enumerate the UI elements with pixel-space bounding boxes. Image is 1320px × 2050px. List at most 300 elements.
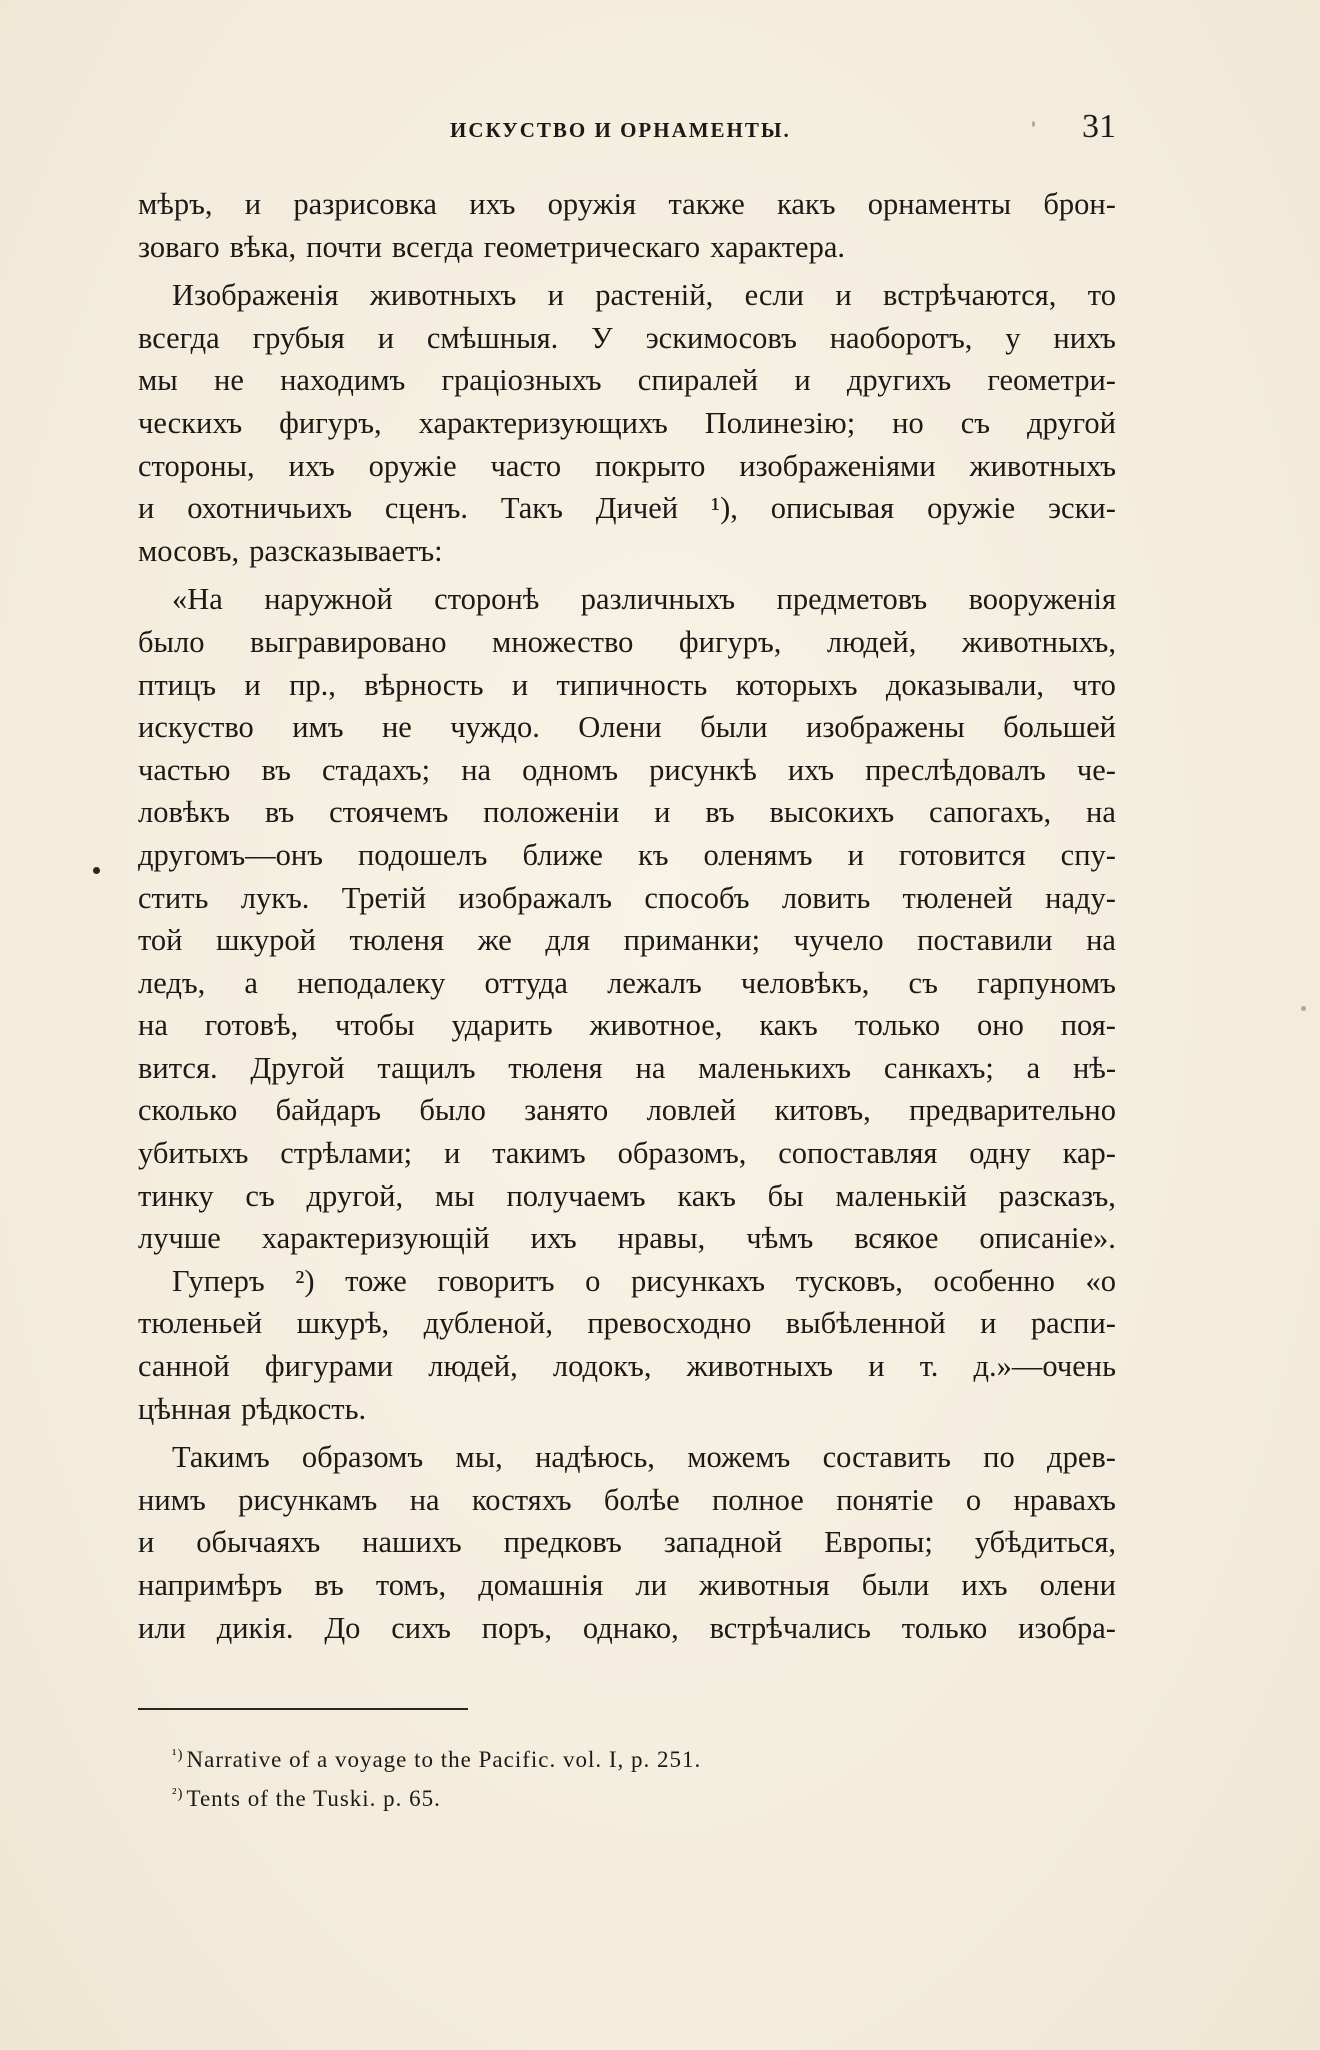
word: выгравировано bbox=[249, 624, 447, 659]
word: были bbox=[700, 710, 768, 745]
word: доказывали, bbox=[885, 667, 1045, 702]
word: описывая bbox=[770, 491, 895, 526]
word: Другой bbox=[250, 1050, 345, 1085]
word: было bbox=[419, 1093, 486, 1128]
text-line bbox=[138, 530, 1116, 573]
word: стадахъ; bbox=[321, 752, 431, 787]
word: ихъ bbox=[469, 187, 516, 221]
word: распи- bbox=[1030, 1306, 1116, 1341]
word: ли bbox=[635, 1568, 667, 1602]
word: ихъ bbox=[288, 448, 335, 483]
word: получаемъ bbox=[506, 1178, 646, 1213]
text-line bbox=[138, 919, 1116, 962]
word: ческихъ bbox=[138, 405, 243, 440]
word: разсказываетъ: bbox=[249, 533, 443, 568]
text-line bbox=[138, 1436, 1116, 1479]
word: сценъ. bbox=[384, 491, 469, 526]
word: различныхъ bbox=[580, 582, 736, 617]
word: западной bbox=[663, 1525, 783, 1560]
word: и bbox=[654, 795, 671, 830]
word: нравахъ bbox=[1013, 1482, 1116, 1517]
word: эскимосовъ bbox=[645, 320, 797, 355]
word: ихъ bbox=[530, 1221, 577, 1256]
word: и bbox=[138, 1525, 155, 1560]
text-line bbox=[138, 1388, 1116, 1431]
word: животныхъ bbox=[686, 1349, 834, 1384]
running-head: ИСКУСТВО И ОРНАМЕНТЫ. bbox=[450, 118, 791, 142]
word: фигурами bbox=[264, 1349, 394, 1384]
word: и bbox=[980, 1306, 997, 1341]
word: тоже bbox=[345, 1263, 407, 1298]
word: Европы; bbox=[824, 1525, 933, 1560]
word: чѣмъ bbox=[746, 1221, 814, 1256]
word: ихъ bbox=[787, 752, 835, 787]
word: тюленьей bbox=[138, 1306, 263, 1341]
word: другомъ—онъ bbox=[138, 837, 323, 872]
word: оружіе bbox=[927, 491, 1016, 526]
word: а bbox=[1026, 1050, 1041, 1085]
word: и bbox=[138, 491, 155, 526]
word: положеніи bbox=[483, 795, 620, 830]
word: способъ bbox=[644, 880, 750, 915]
text-line bbox=[138, 1047, 1116, 1090]
word: животныхъ bbox=[369, 278, 517, 313]
word: чучело bbox=[793, 923, 884, 958]
word: какъ bbox=[759, 1008, 818, 1043]
word: тусковъ, bbox=[795, 1263, 903, 1298]
word: не bbox=[214, 363, 244, 398]
word: олени bbox=[1039, 1568, 1116, 1602]
word: бы bbox=[767, 1178, 804, 1213]
word: спу- bbox=[1060, 837, 1116, 872]
word: о bbox=[965, 1482, 982, 1517]
word: шкурой bbox=[216, 923, 316, 958]
word: д.»—очень bbox=[973, 1349, 1116, 1384]
word: санкахъ; bbox=[883, 1050, 994, 1085]
word: пр., bbox=[289, 667, 336, 702]
body-text bbox=[138, 183, 1116, 1649]
word: маленькій bbox=[835, 1178, 967, 1213]
word: понятіе bbox=[836, 1482, 934, 1517]
word: Третій bbox=[341, 880, 427, 915]
word: множество bbox=[492, 624, 634, 659]
word: превосходно bbox=[587, 1306, 752, 1341]
word: или bbox=[138, 1610, 186, 1645]
word: ¹), bbox=[710, 491, 738, 526]
word: рисункамъ bbox=[238, 1482, 378, 1517]
word: всегда bbox=[391, 229, 474, 264]
word: нравы, bbox=[617, 1221, 706, 1256]
word: и bbox=[377, 320, 395, 355]
word: надѣюсь, bbox=[535, 1440, 655, 1475]
word: ловить bbox=[781, 880, 871, 915]
word: китовъ, bbox=[774, 1093, 871, 1128]
word: изображеніями bbox=[739, 448, 936, 483]
word: чтобы bbox=[335, 1008, 415, 1043]
word: по bbox=[983, 1440, 1015, 1475]
word: рѣдкость. bbox=[241, 1391, 367, 1426]
footnote-mark: ¹) bbox=[172, 1747, 184, 1763]
word: такимъ bbox=[492, 1136, 586, 1171]
word: лодокъ, bbox=[552, 1349, 652, 1384]
word: брон- bbox=[1043, 187, 1116, 221]
text-line bbox=[138, 1260, 1116, 1303]
word: нѣ- bbox=[1072, 1050, 1116, 1085]
word: описаніе». bbox=[979, 1221, 1116, 1256]
text-line bbox=[138, 402, 1116, 445]
text-line bbox=[138, 1521, 1116, 1564]
text-line bbox=[138, 1479, 1116, 1522]
word: на bbox=[635, 1050, 666, 1085]
word: можемъ bbox=[687, 1440, 791, 1475]
word: чуждо. bbox=[450, 710, 540, 745]
word: говоритъ bbox=[437, 1263, 555, 1298]
text-line bbox=[138, 1217, 1116, 1260]
word: что bbox=[1072, 667, 1116, 702]
word: оно bbox=[977, 1008, 1024, 1043]
word: древ- bbox=[1047, 1440, 1116, 1475]
word: съ bbox=[908, 965, 938, 1000]
text-line bbox=[138, 487, 1116, 530]
text-line bbox=[138, 317, 1116, 360]
word: изображалъ bbox=[458, 880, 613, 915]
text-line bbox=[138, 1302, 1116, 1345]
word: характеризующій bbox=[261, 1221, 490, 1256]
word: для bbox=[545, 923, 591, 958]
word: тюленя bbox=[349, 923, 445, 958]
word: тюленей bbox=[902, 880, 1013, 915]
text-line bbox=[138, 706, 1116, 749]
word: какъ bbox=[677, 1178, 736, 1213]
word: «На bbox=[172, 582, 223, 617]
word: ловлей bbox=[646, 1093, 737, 1128]
word: готовится bbox=[898, 837, 1026, 872]
footnote-rule bbox=[138, 1708, 468, 1710]
word: встрѣчались bbox=[709, 1610, 871, 1645]
text-line bbox=[138, 1004, 1116, 1047]
word: на bbox=[1086, 923, 1116, 958]
word: мѣръ, bbox=[138, 187, 213, 221]
word: въ bbox=[264, 795, 295, 830]
word: и bbox=[794, 363, 811, 398]
word: фигуръ, bbox=[279, 405, 382, 440]
word: на bbox=[138, 1008, 168, 1043]
word: на bbox=[1086, 795, 1116, 830]
word: томъ, bbox=[375, 1568, 447, 1602]
word: съ bbox=[960, 405, 990, 440]
word: встрѣчаются, bbox=[882, 278, 1057, 313]
word: фигуръ, bbox=[678, 624, 782, 659]
word: вооруженія bbox=[968, 582, 1116, 617]
word: тинку bbox=[138, 1178, 214, 1213]
text-line bbox=[138, 621, 1116, 664]
word: въ bbox=[261, 752, 291, 787]
word: сопоставляя bbox=[778, 1136, 938, 1171]
word: частью bbox=[138, 752, 231, 787]
word: сторонѣ bbox=[434, 582, 540, 617]
word: поставили bbox=[917, 923, 1053, 958]
word: только bbox=[901, 1610, 988, 1645]
word: санной bbox=[138, 1349, 230, 1384]
word: сихъ bbox=[391, 1610, 451, 1645]
word: какъ bbox=[777, 187, 836, 221]
word: не bbox=[381, 710, 412, 745]
word: животныхъ bbox=[969, 448, 1116, 483]
text-line bbox=[138, 1175, 1116, 1218]
text-line bbox=[138, 749, 1116, 792]
word: т. bbox=[919, 1349, 939, 1384]
word: сколько bbox=[138, 1093, 238, 1128]
footnote-text: Tents of the Tuski. p. 65. bbox=[186, 1786, 441, 1811]
word: другой, bbox=[306, 1178, 404, 1213]
text-line bbox=[138, 834, 1116, 877]
word: которыхъ bbox=[735, 667, 858, 702]
word: характера. bbox=[710, 229, 846, 264]
word: нимъ bbox=[138, 1482, 206, 1517]
word: оттуда bbox=[484, 965, 568, 1000]
text-line bbox=[138, 962, 1116, 1005]
word: людей, bbox=[826, 624, 917, 659]
word: лежалъ bbox=[607, 965, 702, 1000]
word: предварительно bbox=[909, 1093, 1116, 1128]
word: той bbox=[138, 923, 183, 958]
word: было bbox=[138, 624, 205, 659]
margin-mark bbox=[93, 867, 100, 874]
word: Такъ bbox=[500, 491, 563, 526]
word: рисункѣ bbox=[649, 752, 757, 787]
word: спиралей bbox=[637, 363, 759, 398]
word: вѣка, bbox=[229, 229, 297, 264]
word: ближе bbox=[522, 837, 603, 872]
word: обычаяхъ bbox=[196, 1525, 321, 1560]
word: оленямъ bbox=[703, 837, 813, 872]
word: дубленой, bbox=[423, 1306, 553, 1341]
word: ловѣкъ bbox=[138, 795, 231, 830]
word: вится. bbox=[138, 1050, 218, 1085]
word: дикія. bbox=[216, 1610, 294, 1645]
word: граціозныхъ bbox=[441, 363, 602, 398]
word: неподалеку bbox=[297, 965, 446, 1000]
word: приманки; bbox=[623, 923, 761, 958]
word: У bbox=[591, 320, 613, 355]
text-line bbox=[138, 791, 1116, 834]
word: шкурѣ, bbox=[296, 1306, 390, 1341]
word: рисункахъ bbox=[630, 1263, 766, 1298]
word: у bbox=[1005, 320, 1021, 355]
word: оружіе bbox=[368, 448, 457, 483]
word: подошелъ bbox=[357, 837, 488, 872]
word: и bbox=[835, 278, 852, 313]
word: и bbox=[547, 278, 564, 313]
word: часто bbox=[490, 448, 562, 483]
word: орнаменты bbox=[867, 187, 1012, 221]
word: цѣнная bbox=[138, 1391, 232, 1426]
text-line bbox=[138, 578, 1116, 621]
word: покрыто bbox=[595, 448, 706, 483]
word: готовѣ, bbox=[204, 1008, 299, 1043]
word: предметовъ bbox=[776, 582, 928, 617]
word: къ bbox=[637, 837, 669, 872]
word: грубыя bbox=[252, 320, 345, 355]
word: человѣкъ, bbox=[740, 965, 870, 1000]
word: птицъ bbox=[138, 667, 217, 702]
word: на bbox=[409, 1482, 440, 1517]
word: Такимъ bbox=[172, 1440, 270, 1475]
word: убѣдиться, bbox=[974, 1525, 1116, 1560]
text-line bbox=[138, 274, 1116, 317]
word: мы, bbox=[455, 1440, 503, 1475]
word: если bbox=[744, 278, 804, 313]
word: байдаръ bbox=[275, 1093, 382, 1128]
word: наду- bbox=[1045, 880, 1116, 915]
word: другихъ bbox=[846, 363, 952, 398]
text-line bbox=[138, 183, 1116, 226]
word: Изображенія bbox=[172, 278, 339, 313]
text-line bbox=[138, 1564, 1116, 1607]
footnote bbox=[172, 1777, 1072, 1816]
word: разрисовка bbox=[293, 187, 437, 221]
word: До bbox=[324, 1610, 361, 1645]
word: выбѣленной bbox=[785, 1306, 946, 1341]
word: особенно bbox=[933, 1263, 1055, 1298]
word: и bbox=[511, 667, 529, 702]
word: Олени bbox=[578, 710, 662, 745]
word: только bbox=[854, 1008, 941, 1043]
footnote-text: Narrative of a voyage to the Pacific. vol. I, p. 251. bbox=[186, 1747, 702, 1772]
word: образомъ bbox=[301, 1440, 424, 1475]
word: и bbox=[444, 1136, 461, 1171]
paper-speck bbox=[1032, 121, 1035, 127]
word: но bbox=[892, 405, 924, 440]
word: домашнія bbox=[478, 1568, 604, 1602]
word: поръ, bbox=[481, 1610, 552, 1645]
word: костяхъ bbox=[471, 1482, 572, 1517]
word: ударить bbox=[451, 1008, 553, 1043]
word: охотничьихъ bbox=[187, 491, 353, 526]
word: одномъ bbox=[522, 752, 619, 787]
word: геометри- bbox=[987, 363, 1116, 398]
word: Дичей bbox=[595, 491, 679, 526]
word: однако, bbox=[582, 1610, 679, 1645]
text-line bbox=[138, 664, 1116, 707]
word: а bbox=[244, 965, 258, 1000]
word: животныя bbox=[699, 1568, 830, 1602]
word: на bbox=[461, 752, 492, 787]
footnote bbox=[172, 1738, 1072, 1777]
word: наоборотъ, bbox=[829, 320, 973, 355]
page-header bbox=[138, 108, 1116, 152]
word: вѣрность bbox=[364, 667, 484, 702]
text-line bbox=[138, 1089, 1116, 1132]
word: нихъ bbox=[1053, 320, 1116, 355]
word: мосовъ, bbox=[138, 533, 240, 568]
word: о bbox=[585, 1263, 601, 1298]
word: животное, bbox=[589, 1008, 723, 1043]
word: лукъ. bbox=[240, 880, 310, 915]
word: разсказъ, bbox=[998, 1178, 1116, 1213]
word: поя- bbox=[1060, 1008, 1116, 1043]
word: ледъ, bbox=[138, 965, 206, 1000]
word: находимъ bbox=[280, 363, 406, 398]
word: предковъ bbox=[503, 1525, 622, 1560]
word: искуство bbox=[138, 710, 254, 745]
word: образомъ, bbox=[617, 1136, 747, 1171]
word: маленькихъ bbox=[698, 1050, 852, 1085]
word: въ bbox=[705, 795, 735, 830]
word: ²) bbox=[295, 1263, 315, 1298]
word: тюленя bbox=[508, 1050, 603, 1085]
word: людей, bbox=[428, 1349, 518, 1384]
word: одну bbox=[969, 1136, 1031, 1171]
word: съ bbox=[245, 1178, 275, 1213]
word: мы bbox=[434, 1178, 475, 1213]
word: всякое bbox=[854, 1221, 939, 1256]
word: всегда bbox=[138, 320, 220, 355]
word: стоячемъ bbox=[329, 795, 449, 830]
word: мы bbox=[138, 363, 178, 398]
word: то bbox=[1087, 278, 1116, 313]
word: напримѣръ bbox=[138, 1568, 283, 1602]
word: другой bbox=[1026, 405, 1116, 440]
word: наружной bbox=[264, 582, 393, 617]
word: сапогахъ, bbox=[929, 795, 1052, 830]
word: характеризующихъ bbox=[418, 405, 668, 440]
word: оружія bbox=[547, 187, 637, 221]
word: почти bbox=[306, 229, 382, 264]
word: ихъ bbox=[961, 1568, 1008, 1602]
word: изобра- bbox=[1018, 1610, 1116, 1645]
word: геометрическаго bbox=[483, 229, 701, 264]
word: и bbox=[868, 1349, 885, 1384]
word: лучше bbox=[138, 1221, 221, 1256]
word: типичность bbox=[556, 667, 708, 702]
word: и bbox=[244, 187, 262, 221]
footnotes bbox=[172, 1738, 1072, 1816]
word: стить bbox=[138, 880, 209, 915]
text-line bbox=[138, 1607, 1116, 1650]
word: нашихъ bbox=[362, 1525, 462, 1560]
word: въ bbox=[314, 1568, 344, 1602]
word: и bbox=[847, 837, 864, 872]
word: «о bbox=[1085, 1263, 1116, 1298]
word: имъ bbox=[292, 710, 344, 745]
text-line bbox=[138, 1345, 1116, 1388]
word: зоваго bbox=[138, 229, 220, 264]
text-line bbox=[138, 445, 1116, 488]
text-line bbox=[138, 1132, 1116, 1175]
text-line bbox=[138, 877, 1116, 920]
word: большей bbox=[1003, 710, 1116, 745]
word: были bbox=[861, 1568, 930, 1602]
word: эски- bbox=[1047, 491, 1116, 526]
word: животныхъ, bbox=[961, 624, 1116, 659]
footnote-mark: ²) bbox=[172, 1786, 184, 1802]
word: кар- bbox=[1062, 1136, 1116, 1171]
word: преслѣдовалъ bbox=[865, 752, 1046, 787]
page-number: 31 bbox=[1082, 108, 1116, 145]
word: болѣе bbox=[603, 1482, 680, 1517]
word: Гуперъ bbox=[172, 1263, 265, 1298]
word: убитыхъ bbox=[138, 1136, 249, 1171]
word: же bbox=[477, 923, 512, 958]
word: смѣшныя. bbox=[426, 320, 559, 355]
paper-speck bbox=[1301, 1006, 1306, 1011]
word: растеній, bbox=[595, 278, 714, 313]
word: тащилъ bbox=[377, 1050, 476, 1085]
word: высокихъ bbox=[769, 795, 895, 830]
word: гарпуномъ bbox=[976, 965, 1116, 1000]
word: Полинезію; bbox=[704, 405, 856, 440]
